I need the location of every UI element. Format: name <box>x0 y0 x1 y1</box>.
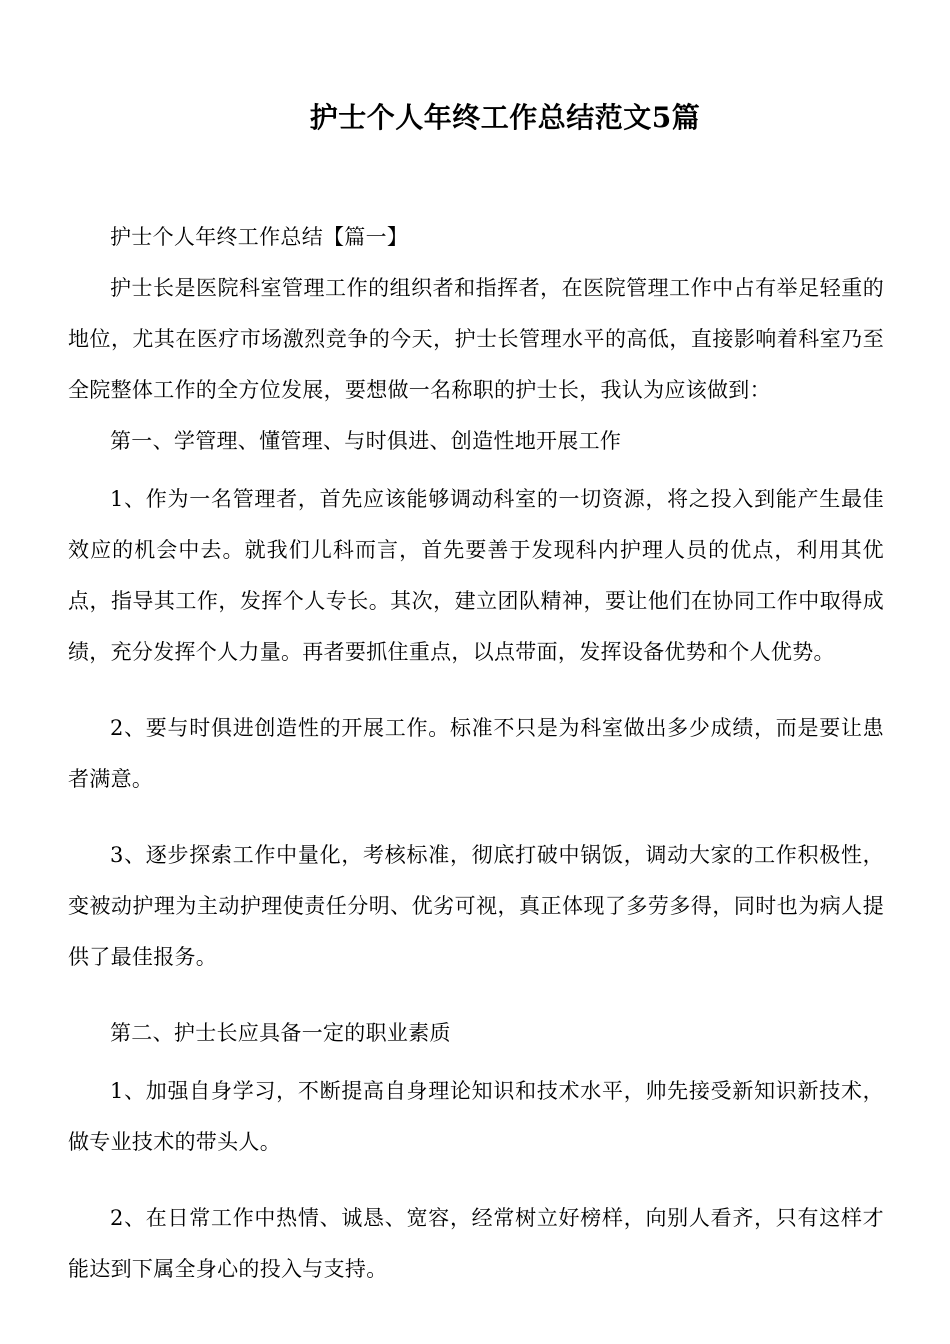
first-point-item-3: 3、逐步探索工作中量化，考核标准，彻底打破中锅饭，调动大家的工作积极性，变被动护理为主动护理使责任分明、优劣可视，真正体现了多劳多得，同时也为病人提供了最佳报务。 <box>68 843 884 969</box>
document-body <box>68 212 884 1320</box>
first-point-item-2: 2、要与时俱进创造性的开展工作。标准不只是为科室做出多少成绩，而是要让患者满意。 <box>68 716 884 791</box>
second-point-item-2: 2、在日常工作中热情、诚恳、宽容，经常树立好榜样，向别人看齐，只有这样才能达到下属全身心的投入与支持。 <box>68 1206 884 1281</box>
document-title: 护士个人年终工作总结范文5篇 <box>309 101 701 134</box>
first-point-item-1: 1、作为一名管理者，首先应该能够调动科室的一切资源，将之投入到能产生最佳效应的机会中去。就我们儿科而言，首先要善于发现科内护理人员的优点，利用其优点，指导其工作，发挥个人专长。其次，建立团队精神，要让他们在协同工作中取得成绩，充分发挥个人力量。再者要抓住重点，以点带面，发挥设备优势和个人优势。 <box>68 487 884 664</box>
first-point-heading: 第一、学管理、懂管理、与时俱进、创造性地开展工作 <box>110 429 622 453</box>
second-point-item-1: 1、加强自身学习，不断提高自身理论知识和技术水平，帅先接受新知识新技术，做专业技术的带头人。 <box>68 1079 884 1154</box>
section-heading-part-one: 护士个人年终工作总结【篇一】 <box>110 225 409 249</box>
intro-paragraph: 护士长是医院科室管理工作的组织者和指挥者，在医院管理工作中占有举足轻重的地位，尤其在医疗市场激烈竞争的今天，护士长管理水平的高低，直接影响着科室乃至全院整体工作的全方位发展，要想做一名称职的护士长，我认为应该做到： <box>68 276 884 402</box>
second-point-heading: 第二、护士长应具备一定的职业素质 <box>110 1021 451 1045</box>
